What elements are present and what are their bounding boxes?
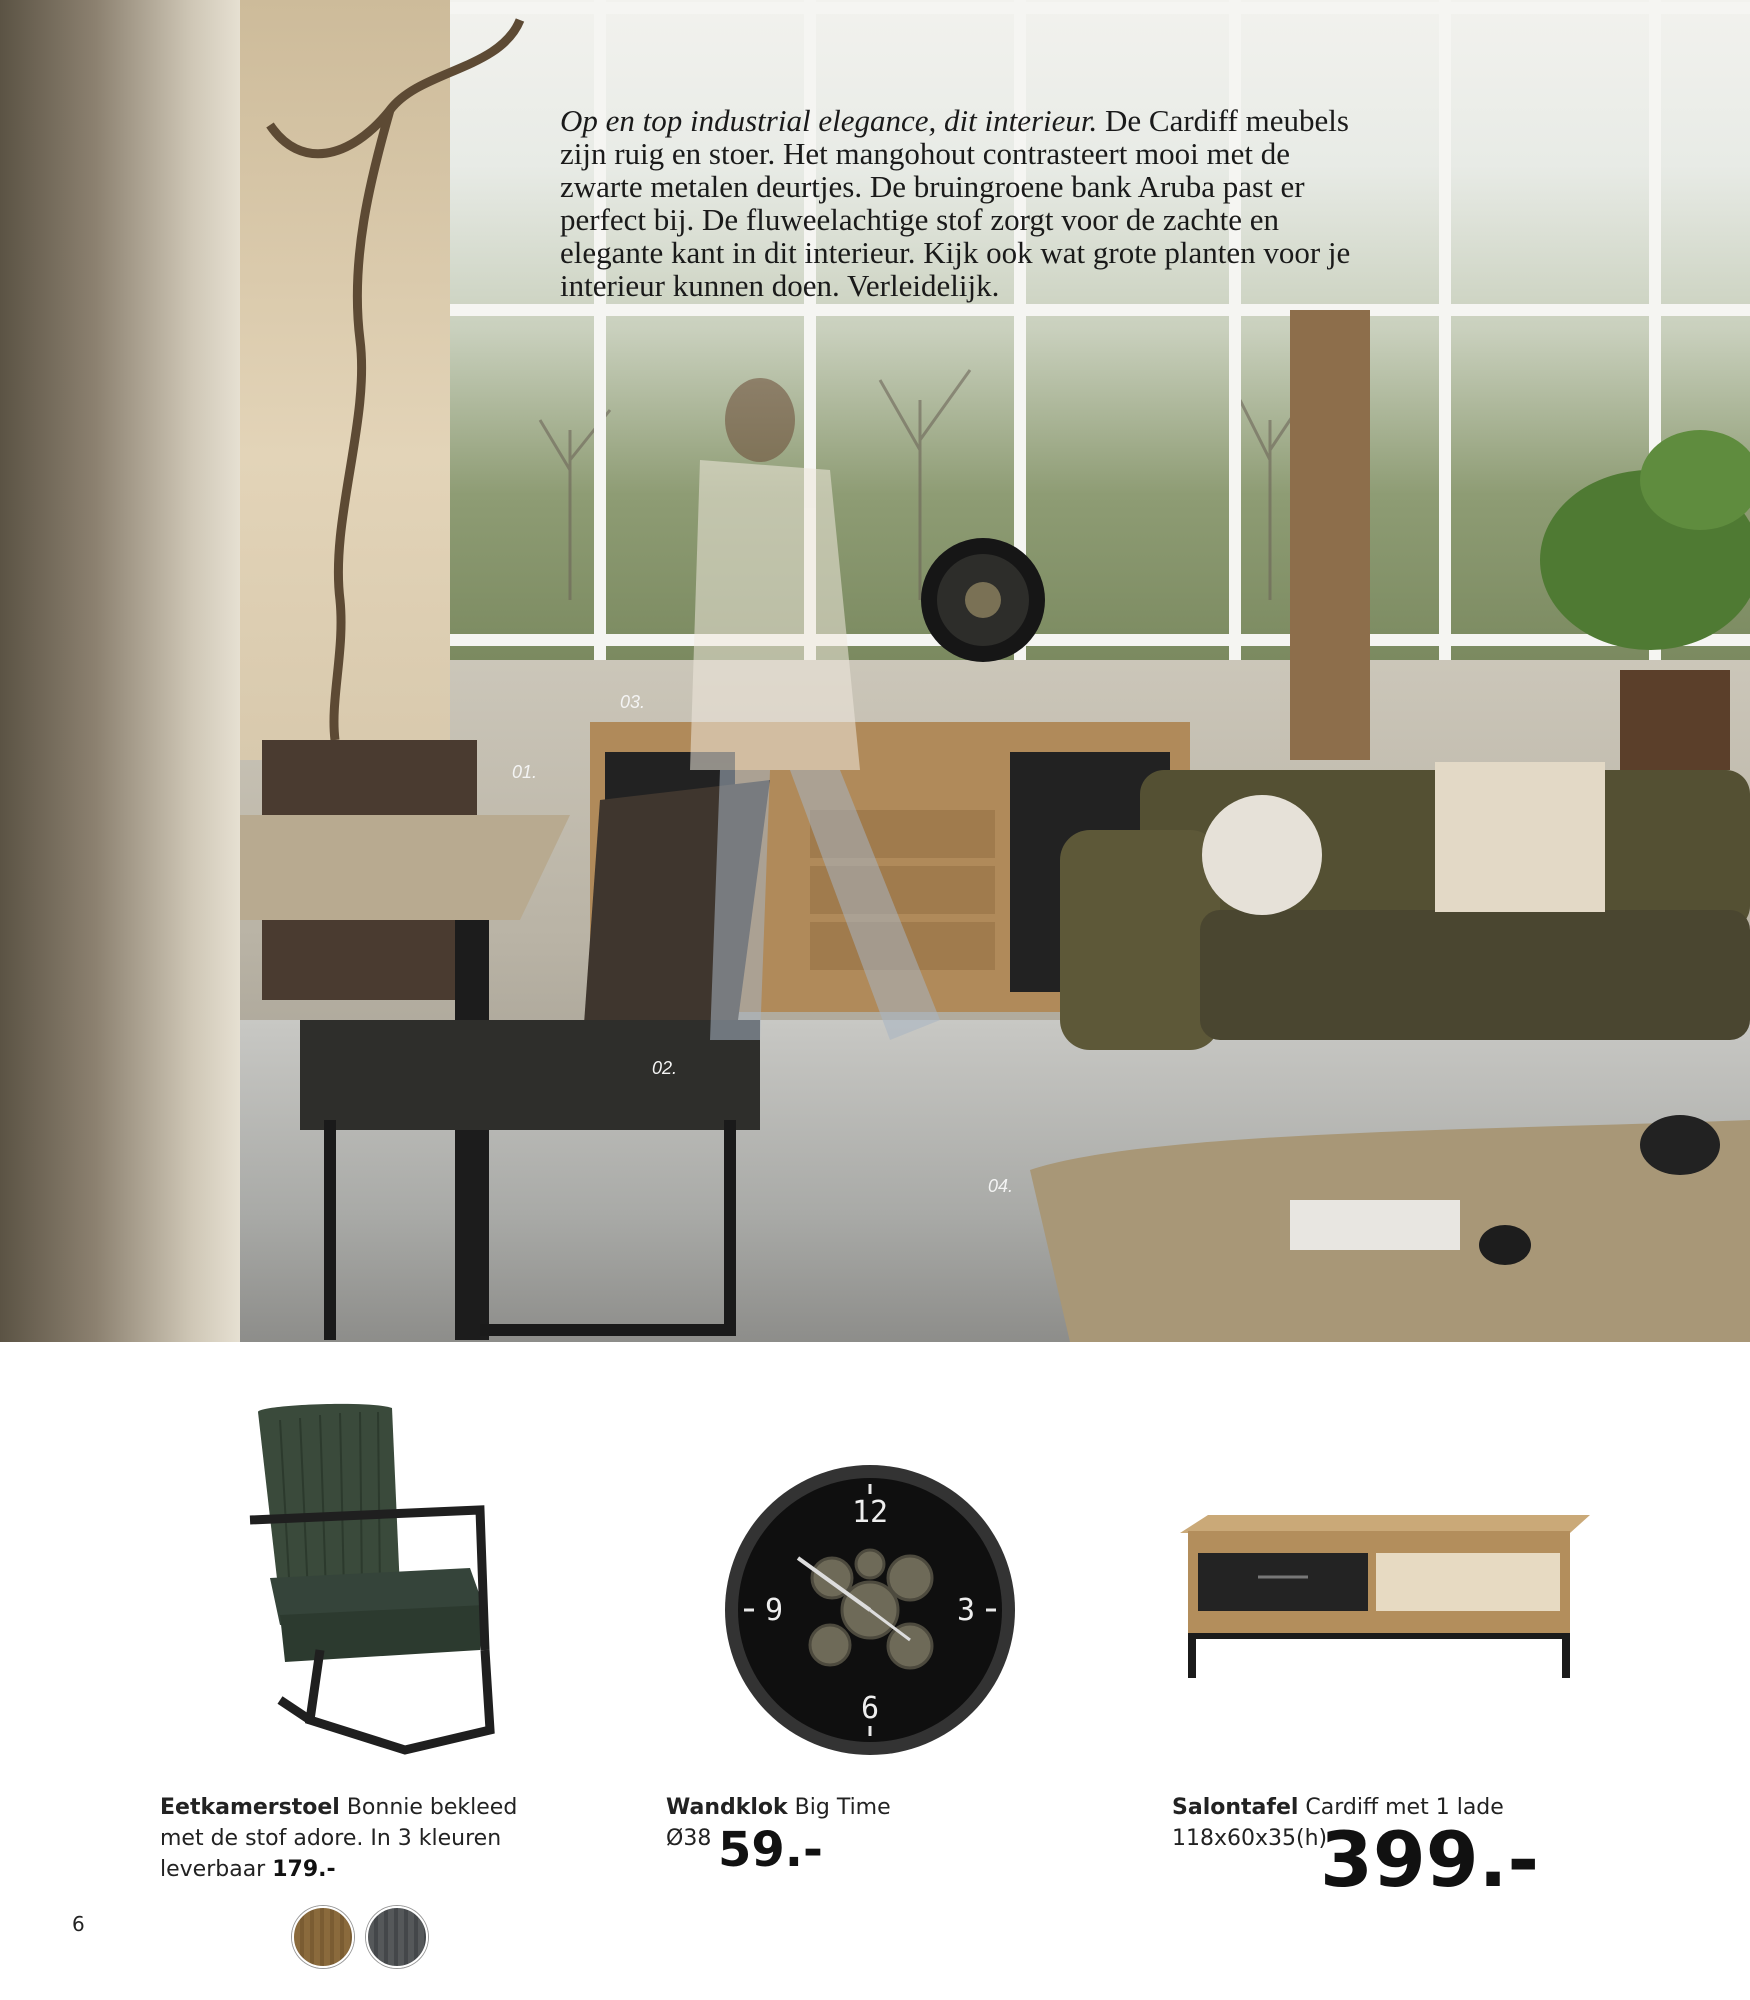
clock-numeral-6: 6 [860,1691,880,1726]
chair-desc-line1: Bonnie bekleed [339,1795,518,1820]
wall-clock-photo [921,538,1045,662]
clock-size: Ø38 [666,1826,712,1851]
swatch-grey[interactable] [366,1906,428,1968]
clock-desc-line1: Big Time [787,1795,891,1820]
wall-clock-image [720,1460,1020,1760]
clock-name: Wandklok [666,1795,788,1820]
coffee-table-image [1180,1515,1590,1680]
clock-numeral-9: 9 [764,1593,784,1628]
swatch-cognac[interactable] [292,1906,354,1968]
marker-02: 02. [652,1058,678,1078]
table-name: Salontafel [1172,1795,1299,1820]
chair-desc-line2: met de stof adore. In 3 kleuren [160,1826,502,1851]
chair-name: Eetkamerstoel [160,1795,340,1820]
chair-desc-line3: leverbaar [160,1857,273,1882]
marker-01: 01. [512,762,538,782]
hero-caption [560,104,1360,302]
table-price: 399.- [1320,1815,1540,1904]
table-desc-line1: Cardiff met 1 lade [1298,1795,1504,1820]
decor-branch [270,20,520,740]
chair-description [160,1792,560,1885]
coffee-table-photo [1030,1115,1750,1342]
marker-04: 04. [988,1176,1014,1196]
willow-bundle [1290,310,1370,760]
clock-price: 59.- [718,1822,823,1878]
clock-numeral-3: 3 [956,1593,976,1628]
marker-03: 03. [620,692,646,712]
caption-body: De Cardiff meubels zijn ruig en stoer. Het mangohout contrasteert mooi met de zwarte metalen deurtjes. De bruingroene bank Aruba past er perfect bij. De fluweelachtige stof zorgt voor de zachte en elegante kant in dit interieur. Kijk ook wat grote planten voor je interieur kunnen doen. Verleidelijk. [560,103,1351,303]
clock-numeral-12: 12 [851,1495,889,1530]
table-drawer [1198,1553,1368,1611]
page-number: 6 [72,1912,85,1936]
caption-intro: Op en top industrial elegance, dit interieur. [560,103,1098,138]
table-size: 118x60x35(h) [1172,1826,1328,1851]
chair-price: 179.- [272,1857,336,1882]
round-cushion [1202,795,1322,915]
dining-chair-image [240,1400,510,1760]
sofa-aruba [1060,762,1750,1050]
throw-blanket [1435,762,1605,912]
house-plant [1540,430,1750,770]
